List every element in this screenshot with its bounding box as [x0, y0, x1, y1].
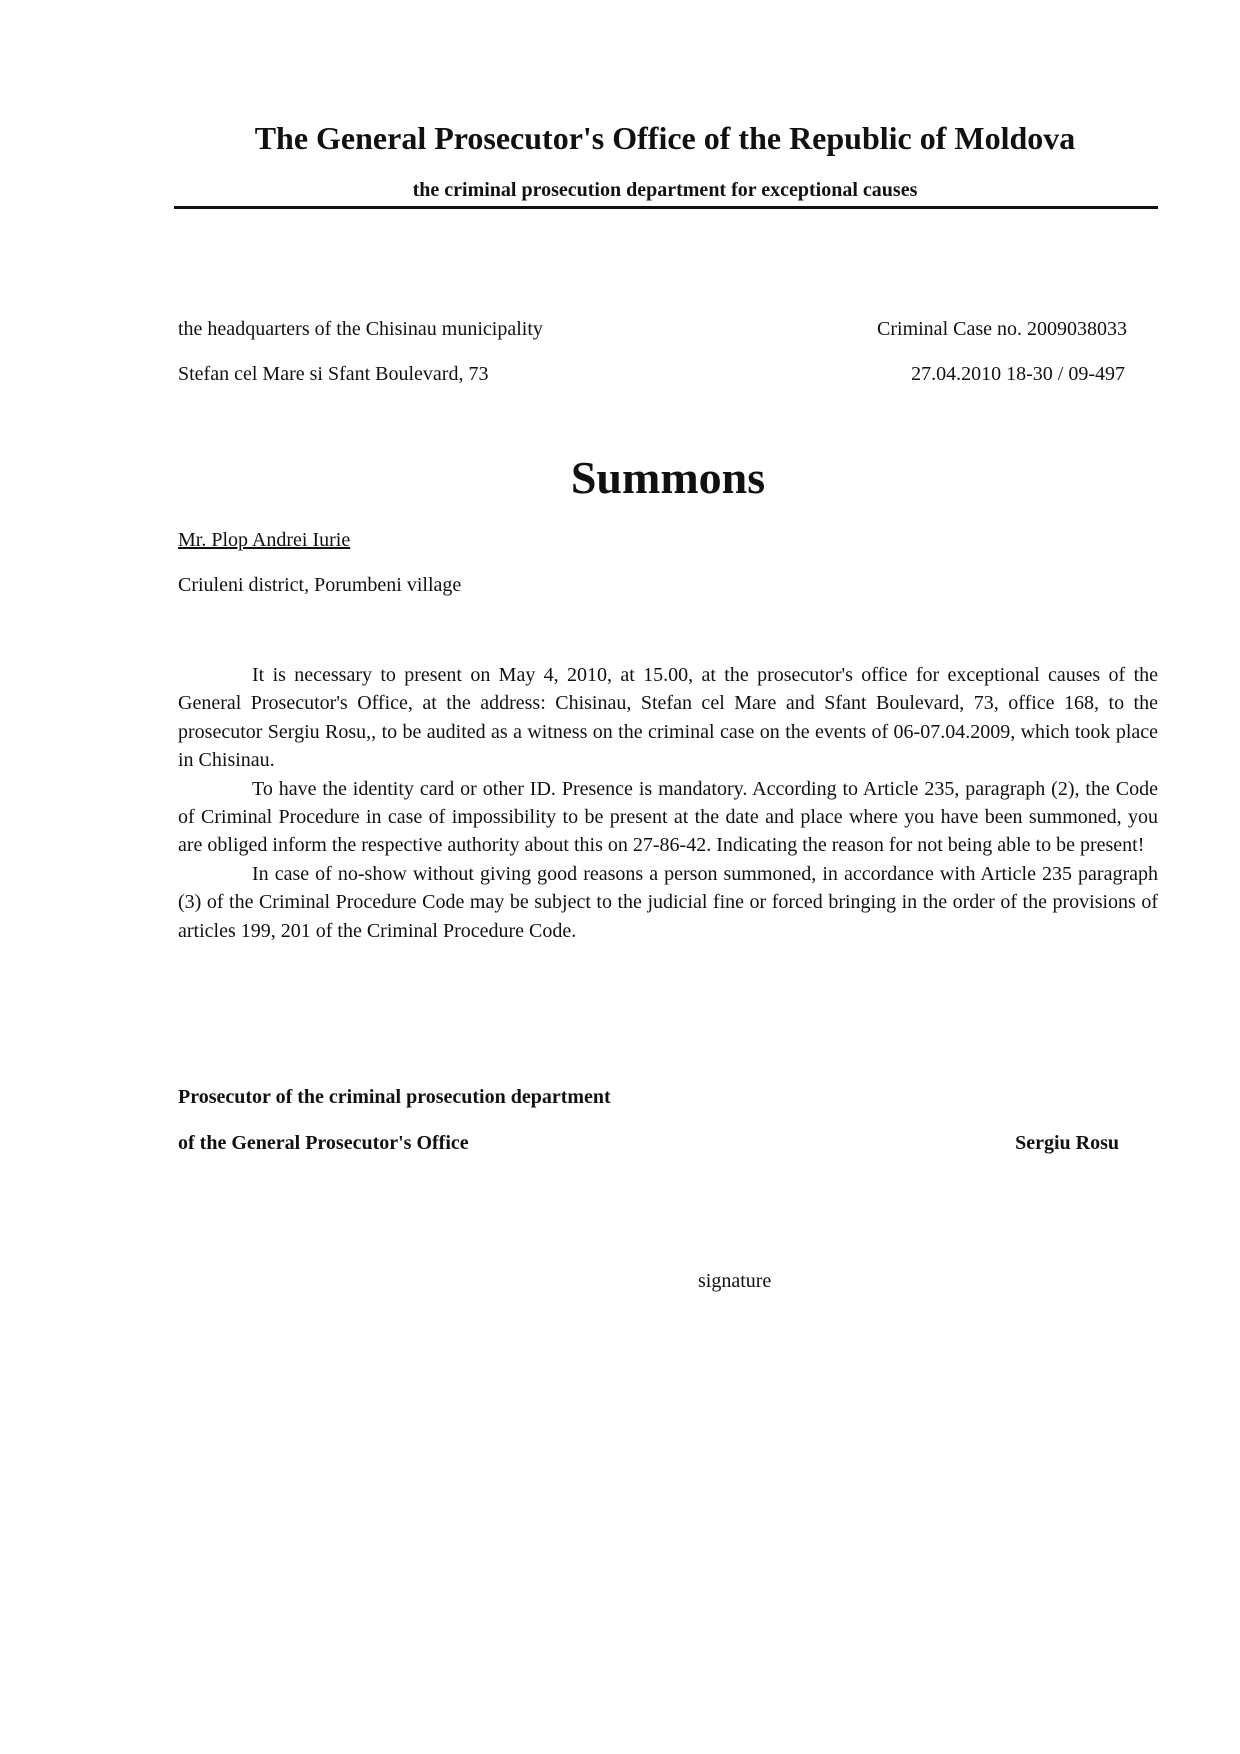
header-divider [174, 206, 1158, 209]
signatory-name: Sergiu Rosu [1015, 1132, 1119, 1154]
department-subtitle: the criminal prosecution department for exceptional causes [412, 179, 918, 201]
body-paragraph-identity: To have the identity card or other ID. Presence is mandatory. According to Article 235, paragraph (2), the Code of Criminal Procedure in case of impossibility to be present at the date and place where you have been summoned, you are obliged inform the respective authority about this on 27-86-42. Indicating the reason for not being able to be present! [178, 777, 1158, 857]
summons-body [178, 661, 1158, 945]
headquarters-line: the headquarters of the Chisinau municipality [178, 318, 543, 340]
criminal-case-number: Criminal Case no. 2009038033 [877, 318, 1127, 340]
date-reference-number: 27.04.2010 18-30 / 09-497 [911, 363, 1125, 385]
body-paragraph-appearance: It is necessary to present on May 4, 2010, at 15.00, at the prosecutor's office for exceptional causes of the General Prosecutor's Office, at the address: Chisinau, Stefan cel Mare and Sfant Boulevard, 73, office 168, to the prosecutor Sergiu Rosu,, to be audited as a witness on the criminal case on the events of 06-07.04.2009, which took place in Chisinau. [178, 664, 1158, 772]
recipient-name: Mr. Plop Andrei Iurie [178, 529, 351, 551]
signatory-role-line-1: Prosecutor of the criminal prosecution department [178, 1086, 611, 1108]
office-title: The General Prosecutor's Office of the Republic of Moldova [254, 120, 1076, 156]
document-title: Summons [570, 452, 766, 503]
recipient-address: Criuleni district, Porumbeni village [178, 574, 462, 596]
signatory-role-line-2: of the General Prosecutor's Office [178, 1132, 469, 1154]
signature-label: signature [698, 1270, 772, 1292]
body-paragraph-no-show: In case of no-show without giving good reasons a person summoned, in accordance with Article 235 paragraph (3) of the Criminal Procedure Code may be subject to the judicial fine or forced bringing in the order of the provisions of articles 199, 201 of the Criminal Procedure Code. [178, 862, 1158, 942]
office-address-line: Stefan cel Mare si Sfant Boulevard, 73 [178, 363, 489, 385]
